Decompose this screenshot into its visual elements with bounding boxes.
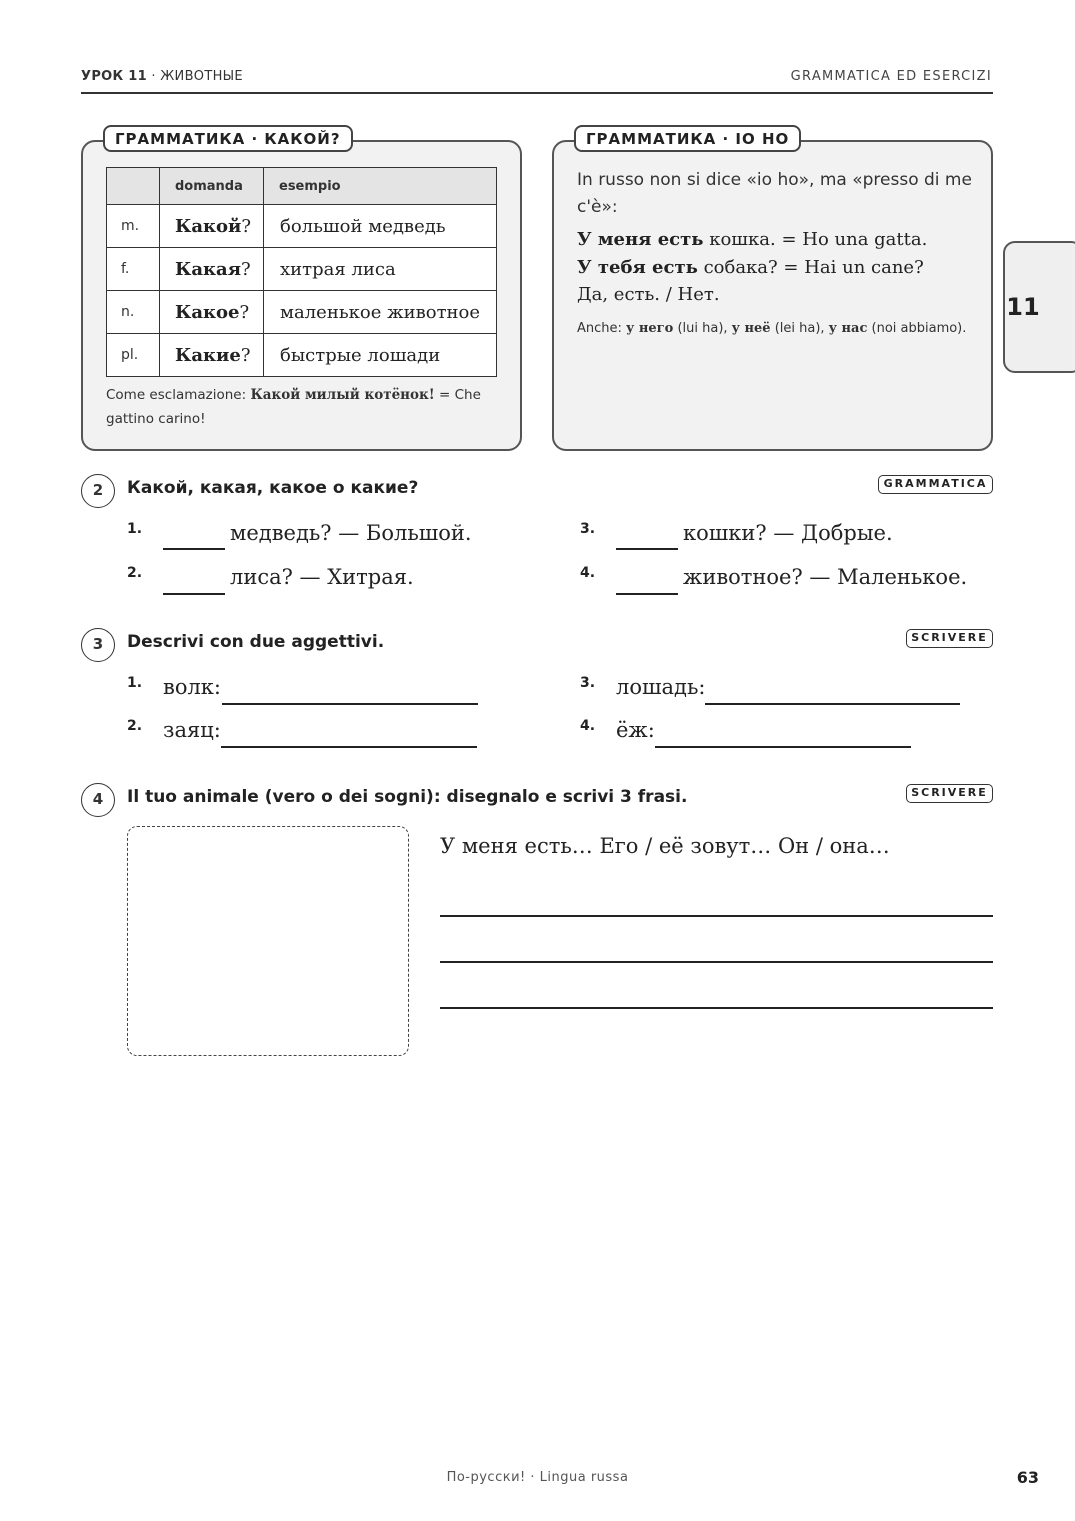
ex2-item-3-number: 3. <box>580 521 596 537</box>
ex3-item-3-number: 3. <box>580 675 596 691</box>
ex2-item-1-number: 1. <box>127 521 143 537</box>
exercise-3-number: 3 <box>81 628 115 662</box>
lesson-label: УРОК 11 <box>81 69 147 84</box>
exercise-2-title: Какой, какая, какое о какие? <box>127 478 419 498</box>
book-title-footer: По-русски! · Lingua russa <box>446 1470 629 1485</box>
exercise-3-title: Descrivi con due aggettivi. <box>127 632 385 652</box>
ex4-writing-line-3[interactable] <box>440 1007 993 1009</box>
example-cell: быстрые лошади <box>264 334 497 377</box>
io-ho-example-2 <box>577 257 924 278</box>
table-row <box>107 248 497 291</box>
ex2-item-2-number: 2. <box>127 565 143 581</box>
io-ho-intro: In russo non si dice «io ho», ma «presso di me c'è»: <box>577 170 972 217</box>
ex3-item-1-blank[interactable] <box>222 703 478 705</box>
io-ho-also-note <box>577 317 977 341</box>
also-t3: (noi abbiamo). <box>867 321 967 336</box>
example-2-rest: собака? = Hai un cane? <box>697 257 924 278</box>
note-example: Какой милый котёнок! <box>250 387 435 403</box>
question-word: Какие <box>175 344 241 366</box>
question-word: Какое <box>175 301 240 323</box>
question-cell <box>160 248 264 291</box>
grammar-table <box>106 167 497 377</box>
ex2-item-2-blank[interactable] <box>163 593 225 595</box>
ex3-item-1-text: волк: <box>163 675 222 699</box>
ex3-item-2-blank[interactable] <box>221 746 477 748</box>
io-ho-example-3: Да, есть. / Нет. <box>577 284 720 305</box>
ex3-item-3-blank[interactable] <box>705 703 960 705</box>
ex2-item-4-text: животное? — Маленькое. <box>683 565 968 589</box>
ex4-writing-line-1[interactable] <box>440 915 993 917</box>
tag-grammatica: GRAMMATICA <box>878 475 993 494</box>
ex2-item-4-blank[interactable] <box>616 593 678 595</box>
tag-scrivere: SCRIVERE <box>906 784 993 803</box>
also-u-nego: у него <box>626 321 674 336</box>
ex3-item-2-number: 2. <box>127 718 143 734</box>
exercise-4-title: Il tuo animale (vero o dei sogni): disegnalo e scrivi 3 frasi. <box>127 787 688 807</box>
chapter-number: 11 <box>1006 293 1040 321</box>
io-ho-example-1 <box>577 229 927 250</box>
gender-cell: f. <box>107 248 160 291</box>
example-cell: хитрая лиса <box>264 248 497 291</box>
exclamation-note <box>106 383 506 431</box>
ex3-item-4-number: 4. <box>580 718 596 734</box>
also-prefix: Anche: <box>577 321 627 336</box>
question-mark: ? <box>241 215 252 237</box>
question-mark: ? <box>241 258 251 280</box>
note-prefix: Come esclamazione: <box>106 387 251 403</box>
grammar-title-kakoy: ГРАММАТИКА · КАКОЙ? <box>103 125 353 152</box>
grammar-title-io-ho: ГРАММАТИКА · IO HO <box>574 125 801 152</box>
exercise-4-number: 4 <box>81 783 115 817</box>
also-t1: (lui ha), <box>673 321 732 336</box>
header-rule <box>81 92 993 94</box>
ex3-item-4-text: ёж: <box>616 718 655 742</box>
ex2-item-3-blank[interactable] <box>616 548 678 550</box>
also-u-neyo: у неё <box>731 321 771 336</box>
example-1-rest: кошка. = Ho una gatta. <box>703 229 928 250</box>
ex4-writing-line-2[interactable] <box>440 961 993 963</box>
question-cell <box>160 291 264 334</box>
question-word: Какая <box>175 258 241 280</box>
ex2-item-4-number: 4. <box>580 565 596 581</box>
ex3-item-2-text: заяц: <box>163 718 221 742</box>
table-row <box>107 291 497 334</box>
ex2-item-2-text: лиса? — Хитрая. <box>230 565 414 589</box>
gender-cell: pl. <box>107 334 160 377</box>
ex3-item-4-blank[interactable] <box>655 746 911 748</box>
table-header-empty <box>107 168 160 205</box>
ex2-item-1-blank[interactable] <box>163 548 225 550</box>
question-cell <box>160 334 264 377</box>
example-1-bold: У меня есть <box>577 229 704 250</box>
question-mark: ? <box>239 301 250 323</box>
table-header-row <box>107 168 497 205</box>
also-t2: (lei ha), <box>770 321 829 336</box>
ex4-prompt: У меня есть… Его / её зовут… Он / она… <box>440 834 890 858</box>
drawing-area[interactable] <box>127 826 409 1056</box>
question-word: Какой <box>175 215 242 237</box>
note-translation: = Che gattino carino! <box>106 387 481 427</box>
table-header-esempio: esempio <box>264 168 497 205</box>
example-2-bold: У тебя есть <box>577 257 698 278</box>
example-cell: маленькое животное <box>264 291 497 334</box>
ex3-item-3-text: лошадь: <box>616 675 706 699</box>
page-number: 63 <box>1016 1468 1039 1487</box>
tag-scrivere: SCRIVERE <box>906 629 993 648</box>
lesson-topic: · ЖИВОТНЫЕ <box>151 69 243 84</box>
gender-cell: n. <box>107 291 160 334</box>
chapter-side-tab <box>1003 241 1075 373</box>
also-u-nas: у нас <box>828 321 868 336</box>
question-cell <box>160 205 264 248</box>
ex2-item-1-text: медведь? — Большой. <box>230 521 472 545</box>
exercise-2-number: 2 <box>81 474 115 508</box>
table-row <box>107 334 497 377</box>
lesson-header <box>81 69 243 84</box>
table-header-domanda: domanda <box>160 168 264 205</box>
question-mark: ? <box>240 344 251 366</box>
ex2-item-3-text: кошки? — Добрые. <box>683 521 893 545</box>
table-row <box>107 205 497 248</box>
example-cell: большой медведь <box>264 205 497 248</box>
gender-cell: m. <box>107 205 160 248</box>
section-label: GRAMMATICA ED ESERCIZI <box>790 69 992 84</box>
ex3-item-1-number: 1. <box>127 675 143 691</box>
